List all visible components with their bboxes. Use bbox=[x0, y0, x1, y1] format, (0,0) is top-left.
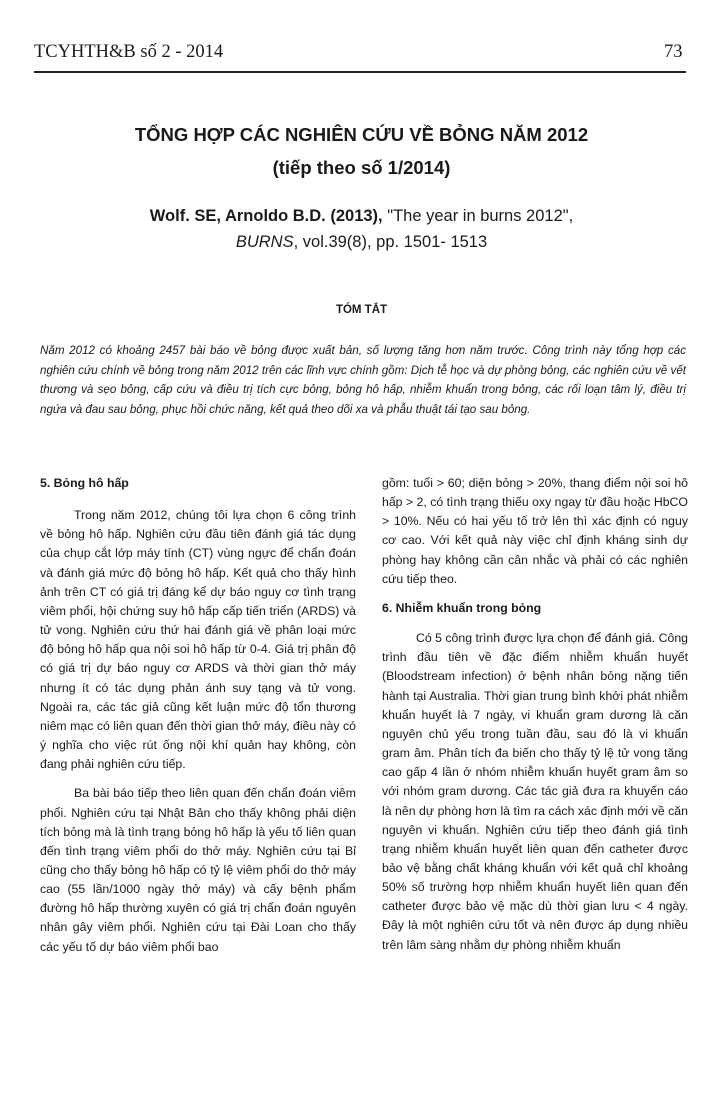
abstract-heading: TÓM TẮT bbox=[335, 304, 388, 316]
page-number: 73 bbox=[664, 42, 683, 62]
spacer bbox=[40, 774, 356, 784]
reference-journal: BURNS bbox=[235, 233, 294, 251]
reference-line-2 bbox=[40, 233, 683, 252]
article-title: TỔNG HỢP CÁC NGHIÊN CỨU VỀ BỎNG NĂM 2012 bbox=[134, 124, 589, 145]
section-5-paragraph-continued: gồm: tuổi > 60; diện bỏng > 20%, thang điểm nội soi hô hấp > 2, có tình trạng thiếu oxy ngay từ đầu hoặc HbCO > 10%. Nếu có hai yếu tố trở lên thì xác định có nguy cơ cao. Với kết quả này việc chỉ định kháng sinh dự phòng hay không cần cân nhắc và phải có các nghiên cứu tiếp theo. bbox=[382, 476, 688, 586]
article-subtitle: (tiếp theo số 1/2014) bbox=[272, 157, 451, 178]
reference-article: "The year in burns 2012", bbox=[387, 207, 574, 225]
section-5-heading: 5. Bỏng hô hấp bbox=[40, 476, 129, 490]
spacer bbox=[382, 618, 688, 629]
right-column bbox=[382, 474, 688, 955]
spacer bbox=[40, 493, 356, 506]
abstract-text: Năm 2012 có khoảng 2457 bài báo về bỏng được xuất bản, số lượng tăng hơn năm trước. Công trình này tổng hợp các nghiên cứu chính về bỏng trong năm 2012 trên các lĩnh vực chính gồm: Dịch tễ học và dự phòng bỏng, các nghiên cứu về vết thương và sẹo bỏng, cấp cứu và điều trị tích cực bỏng, bỏng hô hấp, nhiễm khuẩn trong bỏng, các rối loạn tâm lý, điều trị ngứa và đau sau bỏng, phục hồi chức năng, kết quả theo dõi xa và phẫu thuật tái tạo sau bỏng. bbox=[40, 344, 686, 416]
spacer bbox=[382, 589, 688, 599]
reference-details: , vol.39(8), pp. 1501- 1513 bbox=[293, 233, 488, 251]
section-6-paragraph-1: Có 5 công trình được lựa chọn để đánh giá. Công trình đầu tiên về đặc điểm nhiễm khuẩn huyết (Bloodstream infection) ở bệnh nhân bỏng nặng tiến hành tại Australia. Thời gian trung bình khởi phát nhiễm khuẩn huyết là 7 ngày, vi khuẩn gram dương là căn nguyên chủ yếu trong tuần đầu, sau đó là vi khuẩn gram âm. Phân tích đa biến cho thấy tỷ lệ tử vong tăng cao gấp 4 lần ở nhóm nhiễm khuẩn huyết gram âm so với nhóm gram dương. Các tác giả đưa ra khuyến cáo là nên dự phòng hơn là tìm ra cách xác định mới về căn nguyên vi khuẩn. Nghiên cứu tiếp theo đánh giá tình trạng nhiễm khuẩn huyết liên quan đến catheter được bảo vệ bằng chất kháng khuẩn với kết quả chỉ khoảng 50% số trường hợp nhiễm khuẩn huyết liên quan đến catheter được bảo vệ mặc dù thời gian lưu < 4 ngày. Đây là một nghiên cứu tốt và nên được áp dụng nhiều trên lâm sàng nhằm dự phòng nhiễm khuẩn bbox=[382, 631, 689, 952]
reference-authors: Wolf. SE, Arnoldo B.D. (2013), bbox=[149, 207, 388, 225]
journal-header: TCYHTH&B số 2 - 2014 bbox=[34, 42, 224, 62]
section-5-paragraph-1: Trong năm 2012, chúng tôi lựa chọn 6 công trình về bỏng hô hấp. Nghiên cứu đầu tiên đánh giá tác dụng của chụp cắt lớp máy tính (CT) vùng ngực để chẩn đoán và đánh giá mức độ bỏng hô hấp. Kết quả cho thấy hình ảnh trên CT có giá trị đáng kể dự báo nguy cơ tình trạng viêm phổi, hội chứng suy hô hấp cấp tiến triển (ARDS) và tử vong. Nghiên cứu thứ hai đánh giá về phân loại mức độ bỏng hô hấp qua nội soi hô hấp từ 0-4. Giá trị phân độ có giá trị dự báo nguy cơ ARDS và thời gian thở máy nhưng ít có tác dụng phản ánh suy tạng và tử vong. Ngoài ra, các tác giả cũng kết luận mức độ tổn thương niêm mạc có liên quan đến thời gian thở máy, điều này có ý nghĩa cho việc rút ống nội khí quản hay không, còn đang phải nghiên cứu tiếp. bbox=[40, 508, 356, 772]
reference-line-1 bbox=[40, 207, 683, 226]
section-5-paragraph-2: Ba bài báo tiếp theo liên quan đến chẩn đoán viêm phổi. Nghiên cứu tại Nhật Bản cho thấy không phải diện tích bỏng mà là tình trạng bỏng hô hấp là yếu tố liên quan đến tình trạng viêm phổi do thở máy. Nghiên cứu tại Bỉ cũng cho thấy bỏng hô hấp có tỷ lệ viêm phổi do thở máy cao (55 lần/1000 ngày thở máy) và cấy bệnh phẩm đường hô hấp thường xuyên có giá trị chẩn đoán nguyên nhân gây viêm phổi. Nghiên cứu tại Đài Loan cho thấy các yếu tố dự báo viêm phổi bao bbox=[40, 786, 356, 954]
left-column bbox=[40, 474, 356, 957]
section-6-heading: 6. Nhiễm khuẩn trong bỏng bbox=[382, 600, 542, 615]
header-rule bbox=[34, 71, 686, 73]
